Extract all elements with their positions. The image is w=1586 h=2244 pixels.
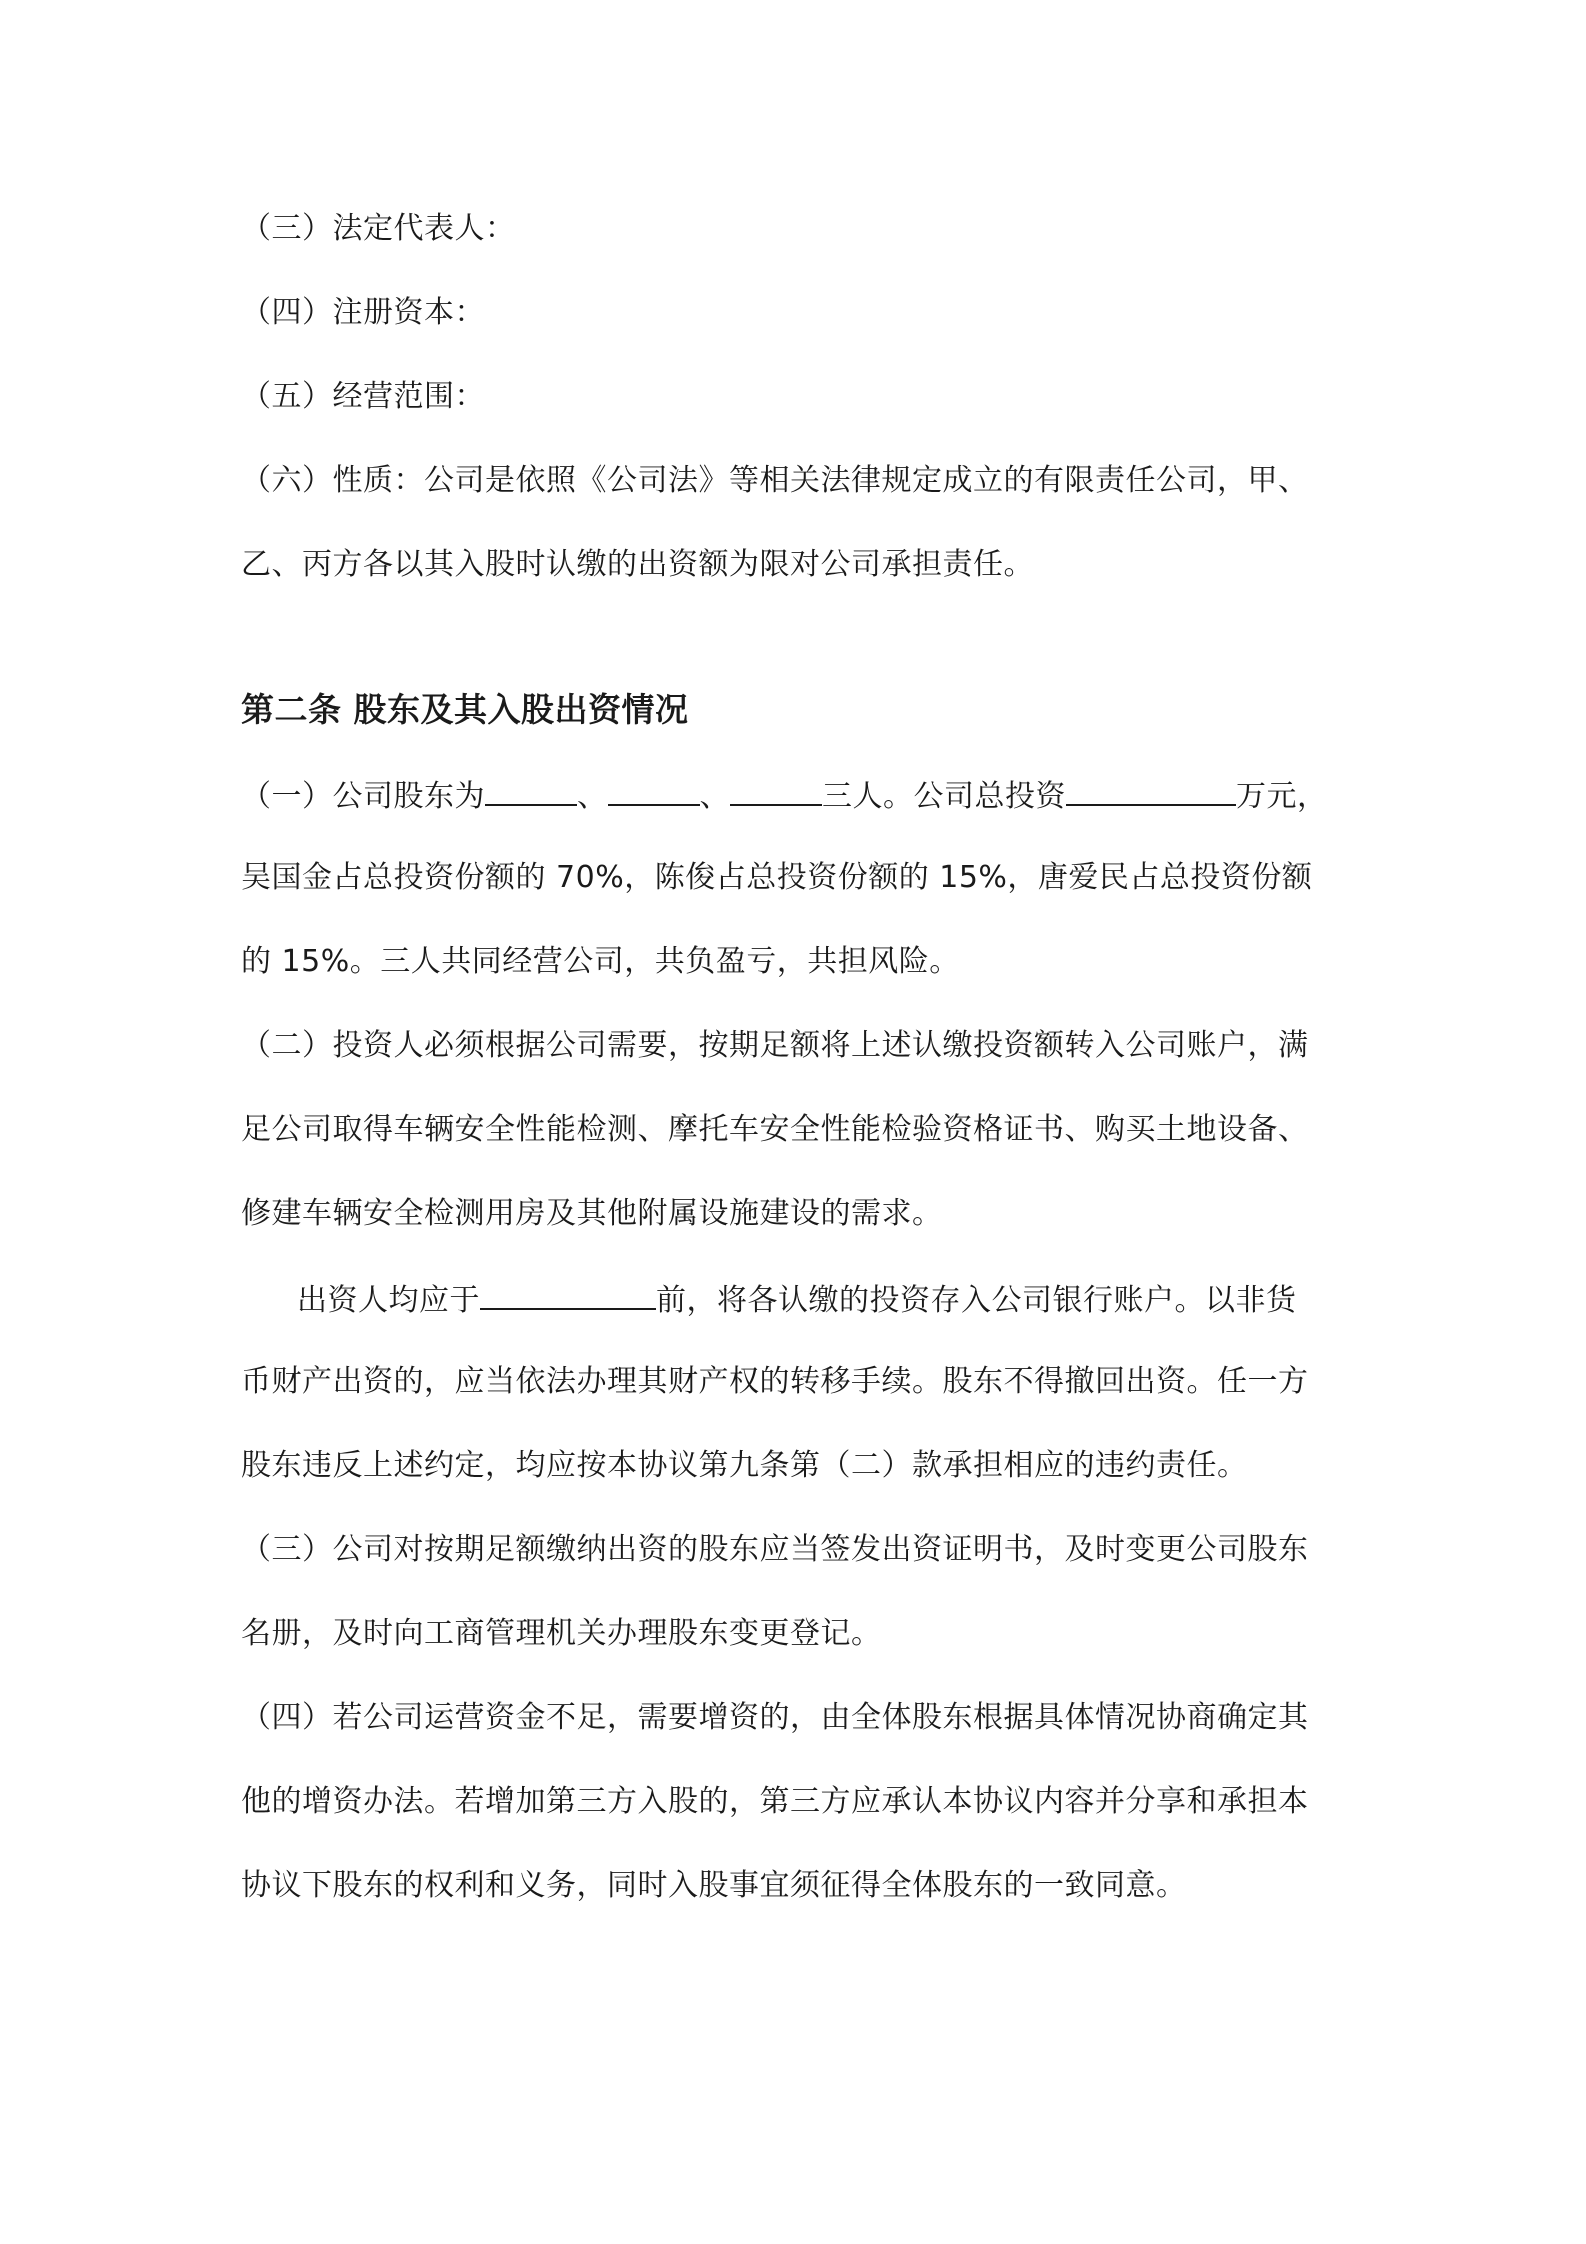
capital-increase-line2: 他的增资办法。若增加第三方入股的，第三方应承认本协议内容并分享和承担本 xyxy=(241,1784,1309,1819)
investment-line1: （二）投资人必须根据公司需要，按期足额将上述认缴投资额转入公司账户，满 xyxy=(241,1028,1309,1063)
shareholder-2-blank xyxy=(608,774,700,806)
deadline-line1 xyxy=(297,1278,1361,1321)
item-nature-line2: 乙、丙方各以其入股时认缴的出资额为限对公司承担责任。 xyxy=(241,547,1034,582)
article-2-heading: 第二条 股东及其入股出资情况 xyxy=(241,690,689,729)
deadline-prefix: 出资人均应于 xyxy=(297,1283,480,1318)
investment-line3: 修建车辆安全检测用房及其他附属设施建设的需求。 xyxy=(241,1196,943,1231)
separator: 、 xyxy=(577,779,608,814)
certificate-line1: （三）公司对按期足额缴纳出资的股东应当签发出资证明书，及时变更公司股东 xyxy=(241,1532,1309,1567)
deadline-blank xyxy=(480,1278,656,1310)
investment-line2: 足公司取得车辆安全性能检测、摩托车安全性能检验资格证书、购买土地设备、 xyxy=(241,1112,1309,1147)
separator: 、 xyxy=(699,779,730,814)
total-investment-blank xyxy=(1066,774,1236,806)
unit-text: 万元， xyxy=(1236,779,1328,814)
shareholders-line2: 吴国金占总投资份额的 70%，陈俊占总投资份额的 15%，唐爱民占总投资份额 xyxy=(241,860,1313,895)
shareholders-line1 xyxy=(241,774,1361,817)
deadline-line3: 股东违反上述约定，均应按本协议第九条第（二）款承担相应的违约责任。 xyxy=(241,1448,1248,1483)
item-registered-capital: （四）注册资本： xyxy=(241,295,485,330)
deadline-line2: 币财产出资的，应当依法办理其财产权的转移手续。股东不得撤回出资。任一方 xyxy=(241,1364,1309,1399)
item-legal-representative: （三）法定代表人： xyxy=(241,211,516,246)
capital-increase-line1: （四）若公司运营资金不足，需要增资的，由全体股东根据具体情况协商确定其 xyxy=(241,1700,1309,1735)
item-nature-line1: （六）性质：公司是依照《公司法》等相关法律规定成立的有限责任公司，甲、 xyxy=(241,463,1309,498)
total-investment-text: 三人。公司总投资 xyxy=(822,779,1066,814)
item-business-scope: （五）经营范围： xyxy=(241,379,485,414)
shareholders-prefix: （一）公司股东为 xyxy=(241,779,485,814)
certificate-line2: 名册，及时向工商管理机关办理股东变更登记。 xyxy=(241,1616,882,1651)
deadline-suffix: 前，将各认缴的投资存入公司银行账户。以非货 xyxy=(656,1283,1297,1318)
shareholder-1-blank xyxy=(485,774,577,806)
shareholders-line3: 的 15%。三人共同经营公司，共负盈亏，共担风险。 xyxy=(241,944,960,979)
shareholder-3-blank xyxy=(730,774,822,806)
capital-increase-line3: 协议下股东的权利和义务，同时入股事宜须征得全体股东的一致同意。 xyxy=(241,1868,1187,1903)
